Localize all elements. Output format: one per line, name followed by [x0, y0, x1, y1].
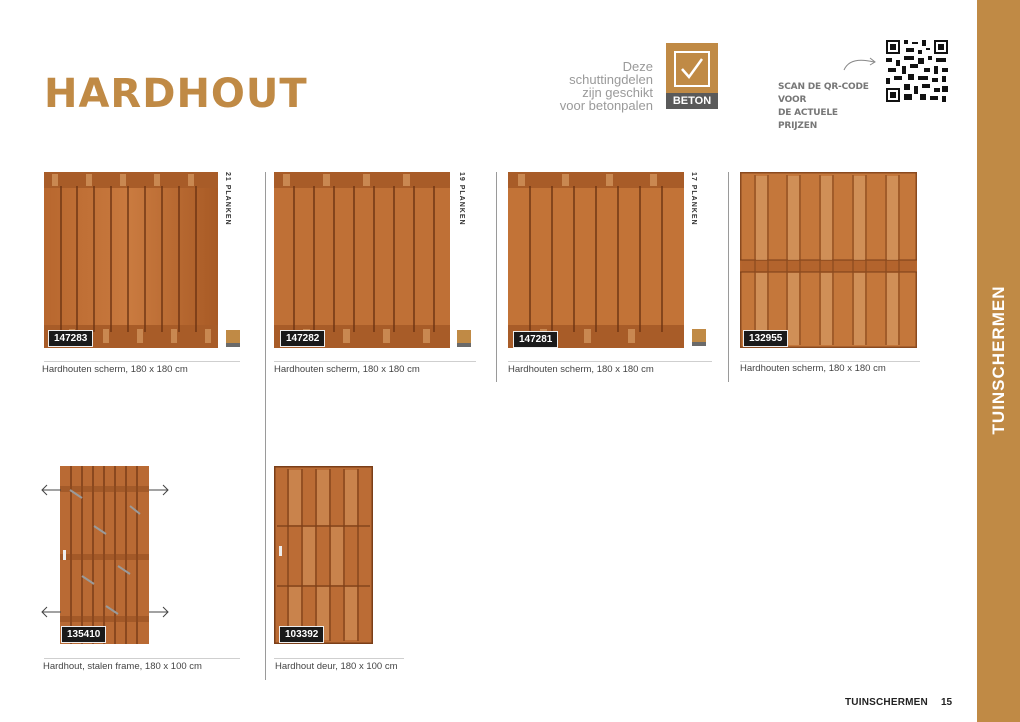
qr-caption — [778, 81, 878, 133]
beton-text-line: zijn geschikt — [582, 85, 653, 100]
product-image-fence-panel[interactable] — [44, 172, 218, 348]
side-tab-label — [977, 0, 1020, 722]
planken-label: 17 PLANKEN — [690, 172, 697, 226]
divider — [740, 361, 920, 362]
divider — [274, 658, 404, 659]
arrow-left-icon — [40, 606, 62, 618]
planken-label: 21 PLANKEN — [224, 172, 231, 226]
product-image-fence-panel[interactable] — [508, 172, 684, 348]
product-code: 147283 — [48, 330, 93, 347]
side-tab-text: TUINSCHERMEN — [988, 285, 1008, 435]
divider — [508, 361, 712, 362]
product-code: 135410 — [61, 626, 106, 643]
product-caption: Hardhouten scherm, 180 x 180 cm — [740, 363, 886, 374]
product-caption: Hardhout deur, 180 x 100 cm — [275, 661, 398, 672]
arrow-right-icon — [148, 606, 170, 618]
beton-mini-badge-icon — [692, 329, 706, 346]
product-image-gate[interactable] — [60, 466, 149, 644]
product-image-fence-panel[interactable] — [740, 172, 917, 348]
arrow-right-icon — [148, 484, 170, 496]
divider — [44, 658, 240, 659]
product-caption: Hardhouten scherm, 180 x 180 cm — [274, 364, 420, 375]
qr-text-line: SCAN DE QR-CODE VOOR — [778, 82, 869, 105]
product-code: 132955 — [743, 330, 788, 347]
beton-text-line: Deze — [622, 59, 653, 74]
product-caption: Hardhout, stalen frame, 180 x 100 cm — [43, 661, 202, 672]
product-image-door[interactable] — [274, 466, 373, 644]
product-image-fence-panel[interactable] — [274, 172, 450, 348]
beton-badge — [666, 43, 718, 109]
page-title: HARDHOUT — [44, 71, 308, 117]
divider — [274, 361, 476, 362]
beton-mini-badge-icon — [226, 330, 240, 347]
column-divider — [265, 172, 266, 680]
beton-badge-label: BETON — [666, 93, 718, 109]
page-number: 15 — [941, 697, 953, 708]
product-code: 103392 — [279, 626, 324, 643]
arrow-curved-icon — [840, 52, 880, 74]
beton-text-line: schuttingdelen — [569, 72, 653, 87]
column-divider — [496, 172, 497, 382]
beton-text-line: voor betonpalen — [559, 98, 653, 113]
divider — [44, 361, 240, 362]
product-code: 147282 — [280, 330, 325, 347]
column-divider — [728, 172, 729, 382]
product-caption: Hardhouten scherm, 180 x 180 cm — [508, 364, 654, 375]
beton-mini-badge-icon — [457, 330, 471, 347]
product-caption: Hardhouten scherm, 180 x 180 cm — [42, 364, 188, 375]
qr-code[interactable] — [884, 38, 950, 104]
checkmark-icon — [674, 51, 710, 87]
planken-label: 19 PLANKEN — [458, 172, 465, 226]
beton-notice — [520, 60, 653, 112]
footer-section-label: TUINSCHERMEN — [845, 697, 928, 708]
arrow-left-icon — [40, 484, 62, 496]
qr-text-line: DE ACTUELE PRIJZEN — [778, 108, 838, 131]
product-code: 147281 — [513, 331, 558, 348]
